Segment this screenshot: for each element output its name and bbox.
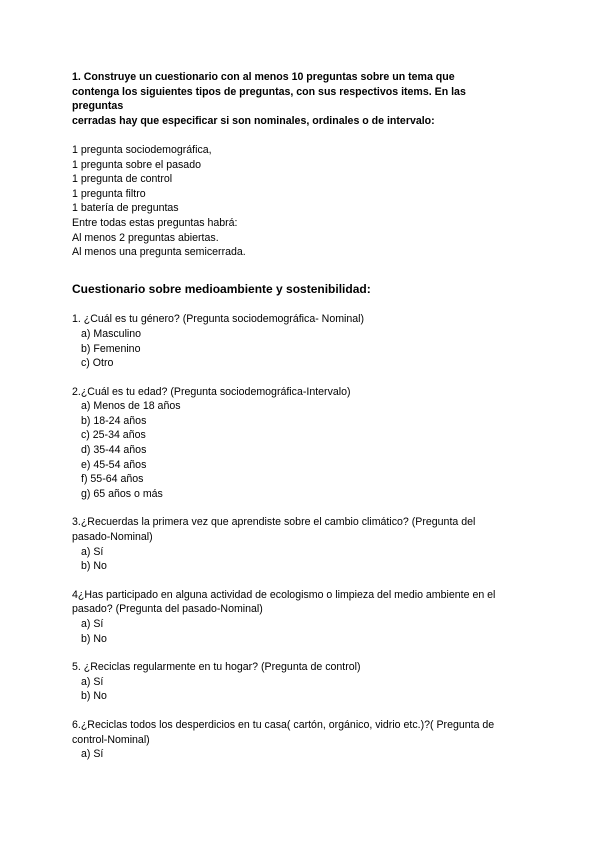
question-text: 5. ¿Reciclas regularmente en tu hogar? (Pregunta de control) <box>72 661 361 674</box>
requirement-item: Al menos 2 preguntas abiertas. <box>72 231 219 244</box>
questionnaire-title: Cuestionario sobre medioambiente y sostenibilidad: <box>72 281 371 296</box>
question-text: 2.¿Cuál es tu edad? (Pregunta sociodemográfica-Intervalo) <box>72 385 351 398</box>
answer-option: b) No <box>81 690 107 703</box>
answer-option: b) Femenino <box>81 342 141 355</box>
question-1 <box>72 312 532 370</box>
instruction-line: contenga los siguientes tipos de preguntas, con sus respectivos items. En las <box>72 85 466 98</box>
question-text: control-Nominal) <box>72 733 150 746</box>
question-5 <box>72 660 532 704</box>
question-text: pasado? (Pregunta del pasado-Nominal) <box>72 603 263 616</box>
answer-option: d) 35-44 años <box>81 444 147 457</box>
answer-option: b) 18-24 años <box>81 414 147 427</box>
answer-option: e) 45-54 años <box>81 458 147 471</box>
instruction-line: preguntas <box>72 100 124 113</box>
question-text: 4¿Has participado en alguna actividad de ecologismo o limpieza del medio ambiente en el <box>72 588 496 601</box>
answer-option: a) Sí <box>81 618 104 630</box>
answer-option: a) Sí <box>81 748 104 761</box>
question-text: 3.¿Recuerdas la primera vez que aprendiste sobre el cambio climático? (Pregunta del <box>72 516 476 529</box>
question-3 <box>72 515 532 573</box>
question-text: 6.¿Reciclas todos los desperdicios en tu casa( cartón, orgánico, vidrio etc.)?( Pregunta de <box>72 718 495 731</box>
answer-option: c) Otro <box>81 357 114 370</box>
answer-option: b) No <box>81 632 107 645</box>
answer-option: c) 25-34 años <box>81 429 146 442</box>
answer-option: a) Sí <box>81 545 104 558</box>
requirement-item: Entre todas estas preguntas habrá: <box>72 216 238 229</box>
question-text: 1. ¿Cuál es tu género? (Pregunta sociodemográfica- Nominal) <box>72 313 365 326</box>
question-2 <box>72 385 532 502</box>
requirement-item: 1 pregunta sobre el pasado <box>72 158 201 171</box>
question-6 <box>72 718 532 762</box>
answer-option: f) 55-64 años <box>81 473 144 486</box>
answer-option: b) No <box>81 560 107 573</box>
answer-option: a) Masculino <box>81 327 142 340</box>
requirement-item: Al menos una pregunta semicerrada. <box>72 246 246 259</box>
instructions-heading <box>72 70 532 128</box>
requirements-list <box>72 143 532 260</box>
requirement-item: 1 pregunta de control <box>72 173 173 186</box>
instruction-line: cerradas hay que especificar si son nominales, ordinales o de intervalo: <box>72 114 435 127</box>
question-4 <box>72 588 532 646</box>
answer-option: a) Menos de 18 años <box>81 400 181 413</box>
answer-option: a) Sí <box>81 675 104 688</box>
document-page <box>72 70 532 776</box>
requirement-item: 1 pregunta sociodemográfica, <box>72 143 212 156</box>
requirement-item: 1 batería de preguntas <box>72 202 179 215</box>
question-text: pasado-Nominal) <box>72 531 153 544</box>
answer-option: g) 65 años o más <box>81 487 163 500</box>
requirement-item: 1 pregunta filtro <box>72 187 146 200</box>
instruction-line: 1. Construye un cuestionario con al menos 10 preguntas sobre un tema que <box>72 71 455 83</box>
